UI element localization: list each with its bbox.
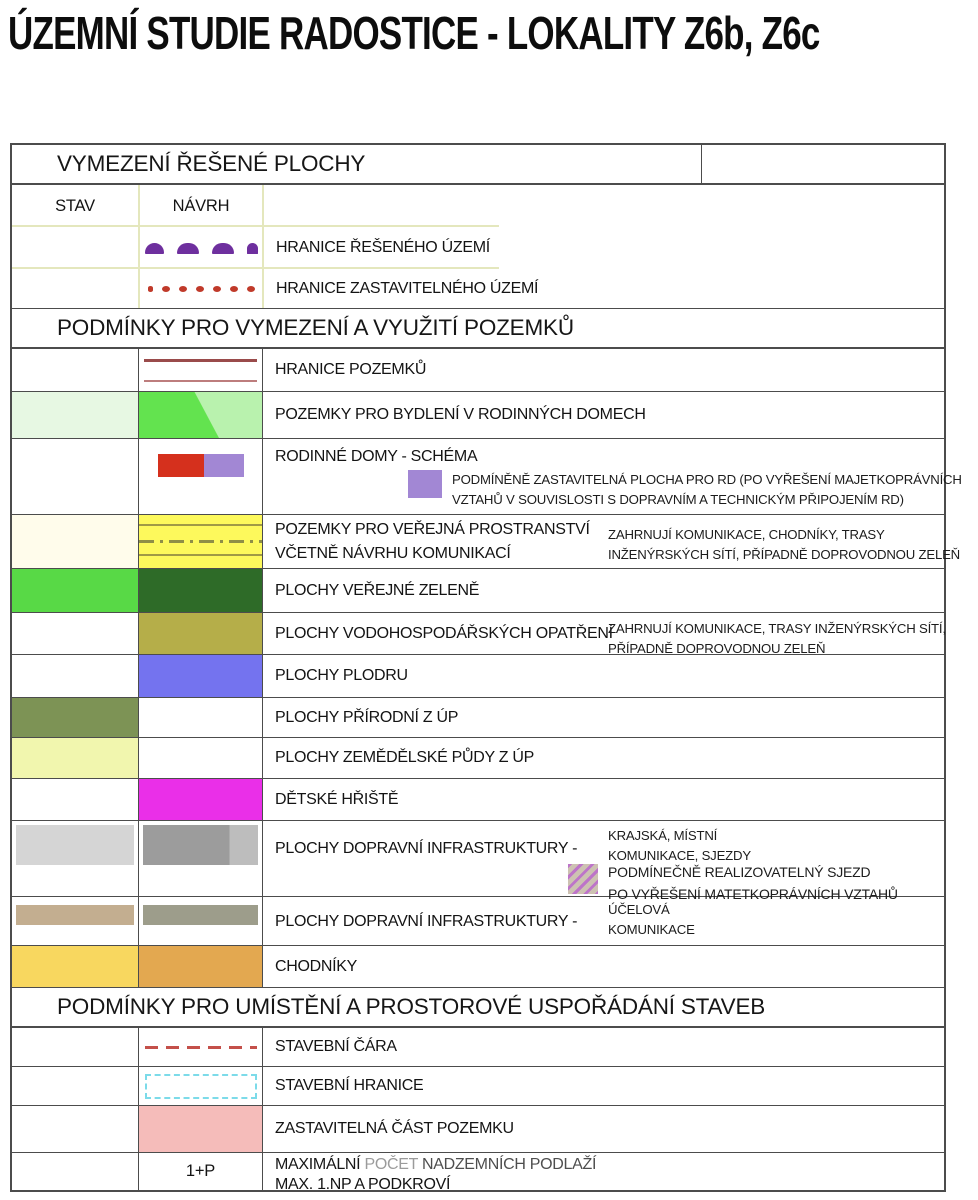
note-line1: ZAHRNUJÍ KOMUNIKACE, CHODNÍKY, TRASY <box>608 527 885 542</box>
section-header-vymezeni <box>12 145 944 185</box>
stav-color-bar <box>16 905 134 925</box>
row-plodru <box>12 655 944 698</box>
row-label-part1: MAXIMÁLNÍ <box>275 1156 365 1173</box>
column-header-stav: STAV <box>55 196 95 215</box>
row-dopravni-ucelova <box>12 897 944 946</box>
conditional-rd-swatch <box>408 470 442 498</box>
row-label: RODINNÉ DOMY - SCHÉMA <box>275 448 478 465</box>
right-text-line2: KOMUNIKACE <box>608 922 695 938</box>
row-hranice-reseneho-uzemi <box>12 227 944 269</box>
legend-table <box>10 143 962 1194</box>
row-label: PLOCHY PLODRU <box>275 667 408 684</box>
row-pozemky-bydleni <box>12 392 944 439</box>
row-label-line1: POZEMKY PRO VEŘEJNÁ PROSTRANSTVÍ <box>275 520 590 538</box>
row-label: PLOCHY VODOHOSPODÁŘSKÝCH OPATŘENÍ <box>275 624 613 642</box>
hatched-purple-swatch <box>568 864 598 894</box>
row-label-line2: VČETNĚ NÁVRHU KOMUNIKACÍ <box>275 544 511 562</box>
subitem-text-line1: PODMÍNEČNĚ REALIZOVATELNÝ SJEZD <box>608 864 871 880</box>
row-hranice-zastavitelneho-uzemi <box>12 269 944 309</box>
navrh-color-swatch <box>143 825 258 865</box>
right-text-line2: KOMUNIKACE, SJEZDY <box>608 848 751 864</box>
row-rodinne-domy <box>12 439 962 515</box>
row-detske-hriste <box>12 779 944 821</box>
rd-schema-symbol <box>158 454 244 477</box>
header-divider-line <box>701 145 703 183</box>
building-line-symbol <box>145 1046 257 1049</box>
row-label-part2: POČET <box>364 1156 422 1173</box>
row-label: CHODNÍKY <box>275 957 358 975</box>
navrh-color-swatch <box>139 392 262 438</box>
boundary-red-dot-symbol <box>148 286 255 292</box>
row-label: PLOCHY VEŘEJNÉ ZELENĚ <box>275 581 480 599</box>
row-note <box>608 525 960 566</box>
subitem-text-line1: PODMÍNĚNĚ ZASTAVITELNÁ PLOCHA PRO RD (PO VYŘEŠENÍ MAJETKOPRÁVNÍCH <box>452 472 962 487</box>
column-header-row <box>12 185 944 227</box>
subitem-text-line2: PO VYŘEŠENÍ MATETKOPRÁVNÍCH VZTAHŮ <box>608 885 898 902</box>
right-text-line1: ÚČELOVÁ <box>608 902 670 917</box>
stav-color-swatch <box>12 392 138 438</box>
row-label-line2: MAX. 1.NP A PODKROVÍ <box>275 1176 451 1194</box>
row-hranice-pozemku <box>12 349 944 392</box>
navrh-color-swatch <box>139 1106 262 1152</box>
stav-color-swatch <box>12 569 138 612</box>
right-text-line1: KRAJSKÁ, MÍSTNÍ <box>608 828 718 843</box>
row-label: PLOCHY DOPRAVNÍ INFRASTRUKTURY - <box>275 913 578 930</box>
row-label: STAVEBNÍ HRANICE <box>275 1077 424 1094</box>
section-header-podminky-umisteni <box>12 988 944 1028</box>
row-stavebni-hranice <box>12 1067 944 1106</box>
row-verejna-prostranstvi <box>12 515 961 569</box>
conditional-rd-subitem <box>408 470 962 511</box>
section-header-podminky-vymezeni-label: PODMÍNKY PRO VYMEZENÍ A VYUŽITÍ POZEMKŮ <box>57 315 574 340</box>
row-label: PLOCHY DOPRAVNÍ INFRASTRUKTURY - <box>275 840 578 857</box>
row-zemedelska <box>12 738 944 779</box>
page-title: ÚZEMNÍ STUDIE RADOSTICE - LOKALITY Z6b, Z6c <box>8 7 820 59</box>
navrh-color-swatch <box>139 946 262 987</box>
row-chodniky <box>12 946 944 988</box>
navrh-color-swatch <box>139 569 262 612</box>
storeys-code-text: 1+P <box>185 1162 216 1180</box>
subitem-text-line2: VZTAHŮ V SOUVISLOSTI S DOPRAVNÍM A TECHNICKÝM PŘIPOJENÍM RD) <box>452 492 904 508</box>
row-max-podlazi <box>12 1153 944 1194</box>
row-label: HRANICE ZASTAVITELNÉHO ÚZEMÍ <box>276 279 539 297</box>
navrh-road-swatch <box>139 515 262 568</box>
note-line2: PŘÍPADNĚ DOPROVODNOU ZELEŇ <box>608 641 826 657</box>
building-boundary-symbol <box>145 1074 257 1099</box>
row-dopravni-krajska <box>12 821 944 902</box>
row-right-text <box>608 900 695 941</box>
row-vodohospodarske <box>12 613 944 655</box>
row-label: PLOCHY PŘÍRODNÍ Z ÚP <box>275 708 459 726</box>
row-label: POZEMKY PRO BYDLENÍ V RODINNÝCH DOMECH <box>275 406 646 423</box>
note-line1: ZAHRNUJÍ KOMUNIKACE, TRASY INŽENÝRSKÝCH SÍTÍ, <box>608 621 946 636</box>
section-header-podminky-vymezeni <box>12 309 944 349</box>
rd-red-swatch <box>158 454 204 477</box>
note-line2: INŽENÝRSKÝCH SÍTÍ, PŘÍPADNĚ DOPROVODNOU ZELEŇ <box>608 547 961 563</box>
navrh-color-swatch <box>139 613 262 654</box>
section-header-podminky-umisteni-label: PODMÍNKY PRO UMÍSTĚNÍ A PROSTOROVÉ USPOŘÁDÁNÍ STAVEB <box>57 994 766 1019</box>
row-zastavitelna-cast <box>12 1106 944 1153</box>
rd-purple-swatch <box>204 454 244 477</box>
row-right-text <box>608 826 751 867</box>
row-label: DĚTSKÉ HŘIŠTĚ <box>275 790 399 808</box>
stav-color-swatch <box>16 825 134 865</box>
navrh-color-swatch <box>139 779 262 820</box>
row-label: PLOCHY ZEMĚDĚLSKÉ PŮDY Z ÚP <box>275 749 534 766</box>
stav-color-swatch <box>12 698 138 737</box>
stav-color-swatch <box>12 738 138 778</box>
navrh-color-swatch <box>139 655 262 697</box>
stav-color-swatch <box>12 515 138 568</box>
row-label-part3: NADZEMNÍCH PODLAŽÍ <box>421 1156 597 1173</box>
row-label: HRANICE POZEMKŮ <box>275 361 427 378</box>
section-header-vymezeni-label: VYMEZENÍ ŘEŠENÉ PLOCHY <box>57 151 366 176</box>
row-prirodni <box>12 698 944 738</box>
boundary-purple-dash-symbol <box>145 243 258 254</box>
stav-color-swatch <box>12 946 138 987</box>
row-label: HRANICE ŘEŠENÉHO ÚZEMÍ <box>276 239 490 256</box>
row-note <box>608 619 946 660</box>
row-stavebni-cara <box>12 1028 944 1067</box>
column-header-navrh: NÁVRH <box>172 196 230 215</box>
row-label: ZASTAVITELNÁ ČÁST POZEMKU <box>275 1120 514 1137</box>
parcel-boundary-symbol <box>138 349 262 391</box>
row-label: STAVEBNÍ ČÁRA <box>275 1038 397 1055</box>
row-verejna-zelen <box>12 569 944 613</box>
navrh-color-bar <box>143 905 258 925</box>
